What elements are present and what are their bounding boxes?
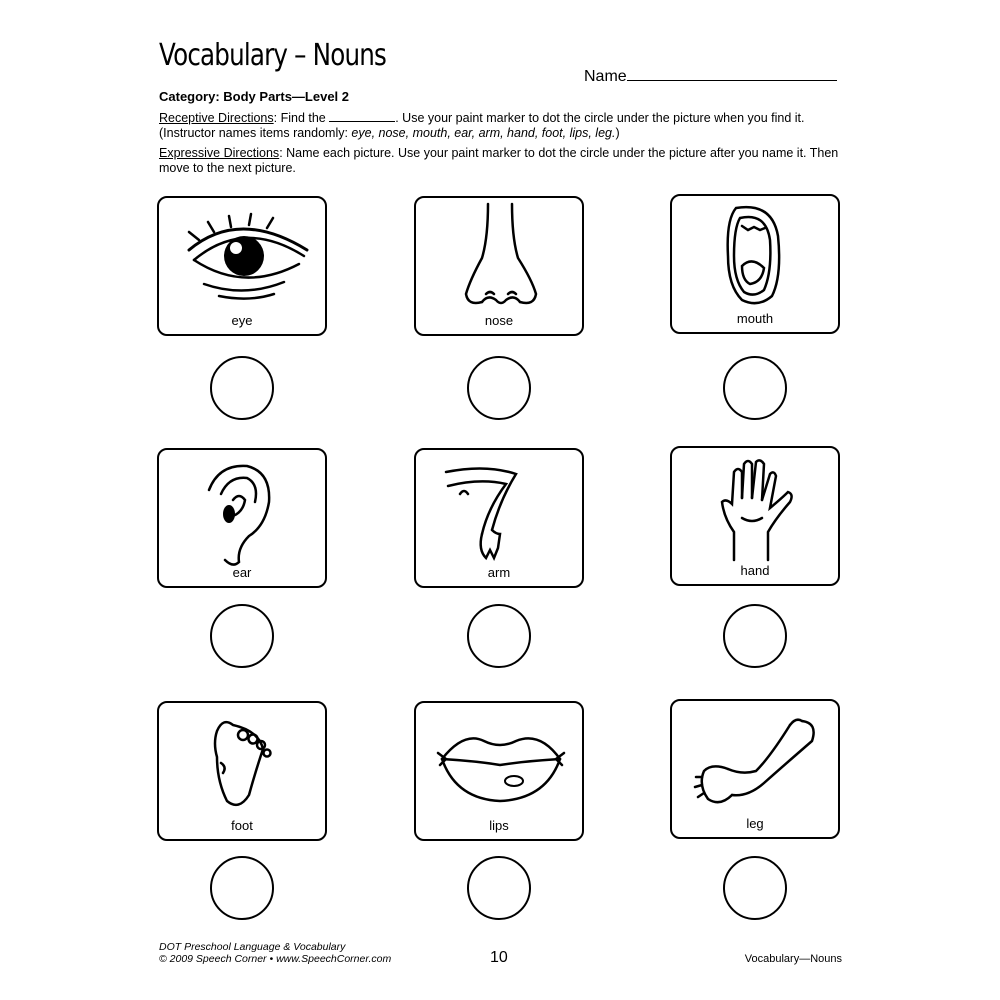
card-label: ear — [232, 565, 252, 580]
card-lips[interactable] — [414, 701, 584, 841]
directions — [159, 111, 849, 181]
receptive-directions — [159, 111, 849, 141]
answer-circle-lips[interactable] — [467, 856, 531, 920]
expressive-text: : Name each picture. Use your paint marker to dot the circle under the picture after you name it. Then move to the next picture. — [159, 146, 839, 175]
card-nose[interactable] — [414, 196, 584, 336]
footer-copyright: © 2009 Speech Corner • www.SpeechCorner.com — [159, 953, 392, 965]
expressive-heading: Expressive Directions — [159, 146, 280, 160]
answer-circle-nose[interactable] — [467, 356, 531, 420]
receptive-items: eye, nose, mouth, ear, arm, hand, foot, lips, leg. — [351, 126, 616, 140]
answer-circle-eye[interactable] — [210, 356, 274, 420]
category-label: Category: Body Parts—Level 2 — [159, 89, 350, 104]
receptive-text-2: . Use your paint marker to dot the circle under the picture when you find it. (Instructor names items randomly: — [159, 111, 805, 140]
receptive-heading: Receptive Directions — [159, 111, 274, 125]
name-line[interactable] — [627, 66, 837, 81]
card-label: hand — [740, 563, 770, 578]
card-leg[interactable] — [670, 699, 840, 839]
card-label: nose — [484, 313, 514, 328]
answer-circle-mouth[interactable] — [723, 356, 787, 420]
card-label: mouth — [736, 311, 774, 326]
receptive-text: : Find the — [273, 111, 330, 125]
footer-credit — [159, 941, 391, 965]
name-label: Name — [584, 68, 627, 85]
card-ear[interactable] — [157, 448, 327, 588]
answer-circle-ear[interactable] — [210, 604, 274, 668]
card-label: arm — [487, 565, 511, 580]
answer-circle-foot[interactable] — [210, 856, 274, 920]
footer-book: DOT Preschool Language & Vocabulary — [159, 941, 346, 953]
blank-line — [329, 111, 395, 122]
page-number: 10 — [490, 949, 508, 966]
card-label: leg — [746, 816, 764, 831]
card-eye[interactable] — [157, 196, 327, 336]
card-label: foot — [231, 818, 253, 833]
card-mouth[interactable] — [670, 194, 840, 334]
page-title: Vocabulary – Nouns — [159, 38, 386, 73]
answer-circle-leg[interactable] — [723, 856, 787, 920]
card-foot[interactable] — [157, 701, 327, 841]
answer-circle-arm[interactable] — [467, 604, 531, 668]
answer-circle-hand[interactable] — [723, 604, 787, 668]
card-arm[interactable] — [414, 448, 584, 588]
card-hand[interactable] — [670, 446, 840, 586]
expressive-directions — [159, 146, 849, 176]
receptive-close: ) — [615, 126, 620, 140]
card-label: lips — [489, 818, 509, 833]
footer-section: Vocabulary—Nouns — [744, 953, 842, 965]
name-field[interactable] — [584, 66, 837, 86]
card-label: eye — [231, 313, 253, 328]
